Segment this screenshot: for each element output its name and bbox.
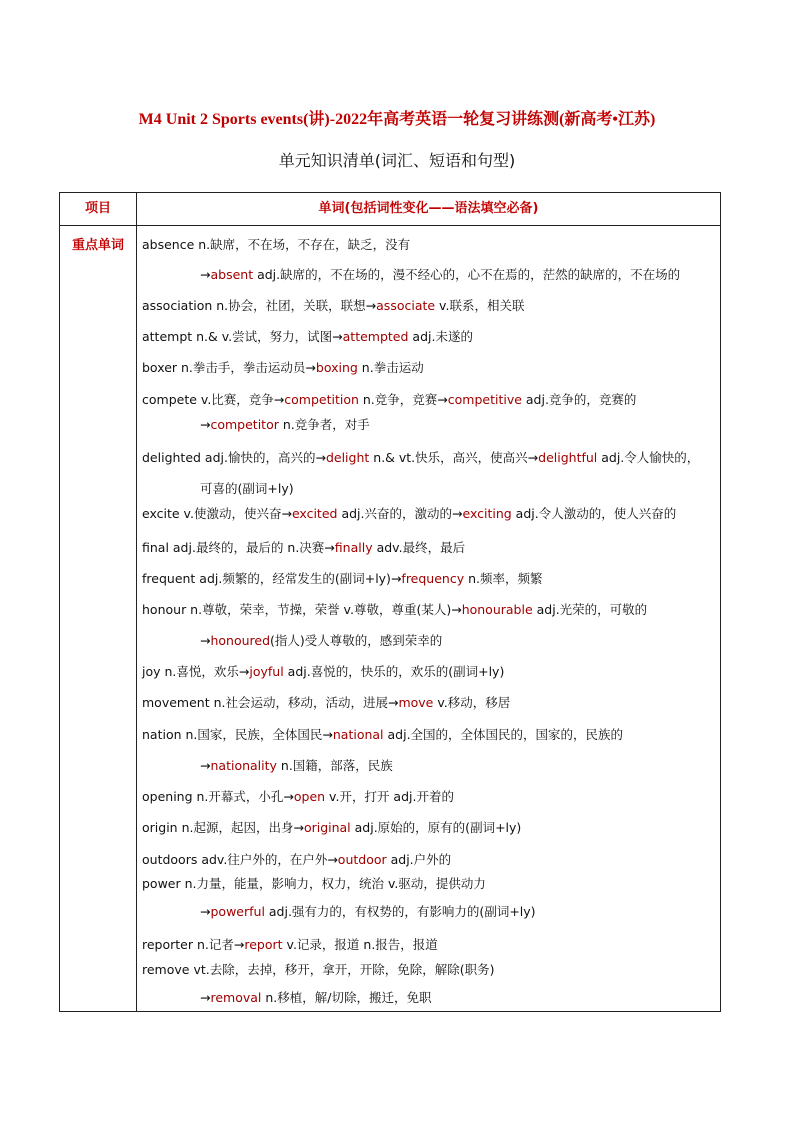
header-divider [60,225,720,226]
derived-word: absent [210,267,254,282]
entry-text: n.频率，频繁 [464,571,543,586]
entry-text: n.移植，解/切除，搬迁，免职 [261,990,432,1005]
page-subtitle: 单元知识清单(词汇、短语和句型) [278,151,516,170]
entry-text: (指人)受人尊敬的，感到荣幸的 [270,633,443,648]
vocab-entry-line [142,850,451,868]
entry-text: n.& vt.快乐，高兴，使高兴→ [369,450,539,465]
entry-text: n.竞争，竞赛→ [358,392,448,407]
entry-text: power n.力量，能量，影响力，权力，统治 v.驱动，提供动力 [142,876,486,891]
entry-text: origin n.起源，起因，出身→ [142,820,304,835]
derived-word: competitor [210,417,279,432]
vocab-entry-line [142,538,465,556]
derived-word: original [303,820,351,835]
entry-text: adj.强有力的，有权势的，有影响力的(副词+ly) [264,904,536,919]
entry-text: → [200,904,211,919]
vocab-entry-line [142,874,486,892]
entry-text: → [200,758,211,773]
derived-word: competition [284,392,359,407]
vocab-entry-line [142,662,504,680]
vocab-entry-line [200,988,432,1006]
entry-text: adj.令人激动的，使人兴奋的 [511,506,677,521]
vocab-entry-line [142,569,543,587]
entry-text: absence n.缺席，不在场，不存在，缺乏，没有 [142,237,411,252]
derived-word: attempted [342,329,409,344]
vocab-entry-line [200,265,680,283]
entry-text: association n.协会，社团，关联，联想→ [142,298,377,313]
entry-text: adj.户外的 [386,852,452,867]
entry-text: reporter n.记者→ [142,937,245,952]
derived-word: move [398,695,434,710]
vocab-entry-line [200,902,536,920]
entry-text: v.开，打开 adj.开着的 [325,789,454,804]
entry-text: opening n.开幕式，小孔→ [142,789,294,804]
vocab-entry-line [142,787,454,805]
entry-text: adv.最终，最后 [372,540,466,555]
entry-text: → [200,267,211,282]
entry-text: joy n.喜悦，欢乐→ [142,664,250,679]
derived-word: competitive [447,392,522,407]
entry-text: v.联系，相关联 [435,298,525,313]
entry-text: compete v.比赛，竞争→ [142,392,285,407]
header-words-column: 单词(包括词性变化——语法填空必备) [318,201,539,216]
entry-text: → [200,417,211,432]
vocab-entry-line [142,600,647,618]
entry-text: remove vt.去除，去掉，移开，拿开，开除，免除，解除(职务) [142,962,495,977]
derived-word: delight [325,450,370,465]
vocabulary-table [59,192,721,1012]
vocab-entry-line [142,725,623,743]
derived-word: open [293,789,326,804]
vocab-entry-line [200,631,442,649]
derived-word: honourable [461,602,533,617]
derived-word: frequency [401,571,465,586]
derived-word: powerful [210,904,265,919]
vocab-entry-line [142,960,494,978]
derived-word: associate [376,298,436,313]
vocab-entry-line [142,296,524,314]
category-label: 重点单词 [71,238,124,253]
entry-text: → [200,633,211,648]
vocab-entry-line [200,756,393,774]
entry-text: n.竞争者，对手 [278,417,370,432]
vocab-entry-line [142,693,510,711]
derived-word: report [244,937,283,952]
entry-text: 可喜的(副词+ly) [200,481,294,496]
entry-text: n.拳击运动 [357,360,424,375]
entry-text: movement n.社会运动，移动，活动，进展→ [142,695,399,710]
entry-text: adj.缺席的，不在场的，漫不经心的，心不在焉的，茫然的缺席的，不在场的 [253,267,681,282]
entry-text: final adj.最终的，最后的 n.决赛→ [142,540,335,555]
derived-word: delightful [538,450,598,465]
derived-word: excited [291,506,338,521]
vocab-entry-line [200,479,294,497]
entry-text: attempt n.& v.尝试，努力，试图→ [142,329,343,344]
entry-text: adj.令人愉快的， [597,450,700,465]
derived-word: finally [334,540,373,555]
vocab-entry-line [142,327,473,345]
vocab-entry-line [142,390,636,408]
vocab-entry-line [200,415,370,433]
derived-word: joyful [249,664,284,679]
entry-text: excite v.使激动，使兴奋→ [142,506,292,521]
derived-word: exciting [462,506,512,521]
entry-text: boxer n.拳击手，拳击运动员→ [142,360,316,375]
entry-text: n.国籍，部落，民族 [276,758,393,773]
entry-text: delighted adj.愉快的，高兴的→ [142,450,326,465]
entry-text: v.记录，报道 n.报告，报道 [282,937,438,952]
derived-word: national [332,727,384,742]
entry-text: frequent adj.频繁的，经常发生的(副词+ly)→ [142,571,402,586]
entry-text: adj.原始的，原有的(副词+ly) [350,820,522,835]
vocab-entry-line [142,358,424,376]
entry-text: adj.光荣的，可敬的 [532,602,648,617]
derived-word: nationality [210,758,277,773]
entry-text: adj.未遂的 [408,329,473,344]
entry-text: nation n.国家，民族，全体国民→ [142,727,333,742]
vocab-entry-line [142,448,699,466]
entry-text: → [200,990,211,1005]
entry-text: honour n.尊敬，荣幸，节操，荣誉 v.尊敬，尊重(某人)→ [142,602,462,617]
header-item-column: 项目 [84,201,111,216]
vocab-entry-line [142,935,438,953]
column-divider [136,193,137,1011]
page-title: M4 Unit 2 Sports events(讲)-2022年高考英语一轮复习讲练测(新高考•江苏) [138,111,656,128]
vocab-entry-line [142,504,676,522]
derived-word: boxing [315,360,358,375]
entry-text: adj.兴奋的，激动的→ [337,506,463,521]
vocab-entry-line [142,818,521,836]
entry-text: adj.全国的，全体国民的，国家的，民族的 [383,727,624,742]
derived-word: removal [210,990,262,1005]
entry-text: adj.喜悦的，快乐的，欢乐的(副词+ly) [283,664,505,679]
entry-text: adj.竞争的，竞赛的 [521,392,637,407]
derived-word: honoured [210,633,271,648]
entry-text: v.移动，移居 [433,695,511,710]
vocab-entry-line [142,235,410,253]
derived-word: outdoor [337,852,387,867]
entry-text: outdoors adv.往户外的，在户外→ [142,852,338,867]
